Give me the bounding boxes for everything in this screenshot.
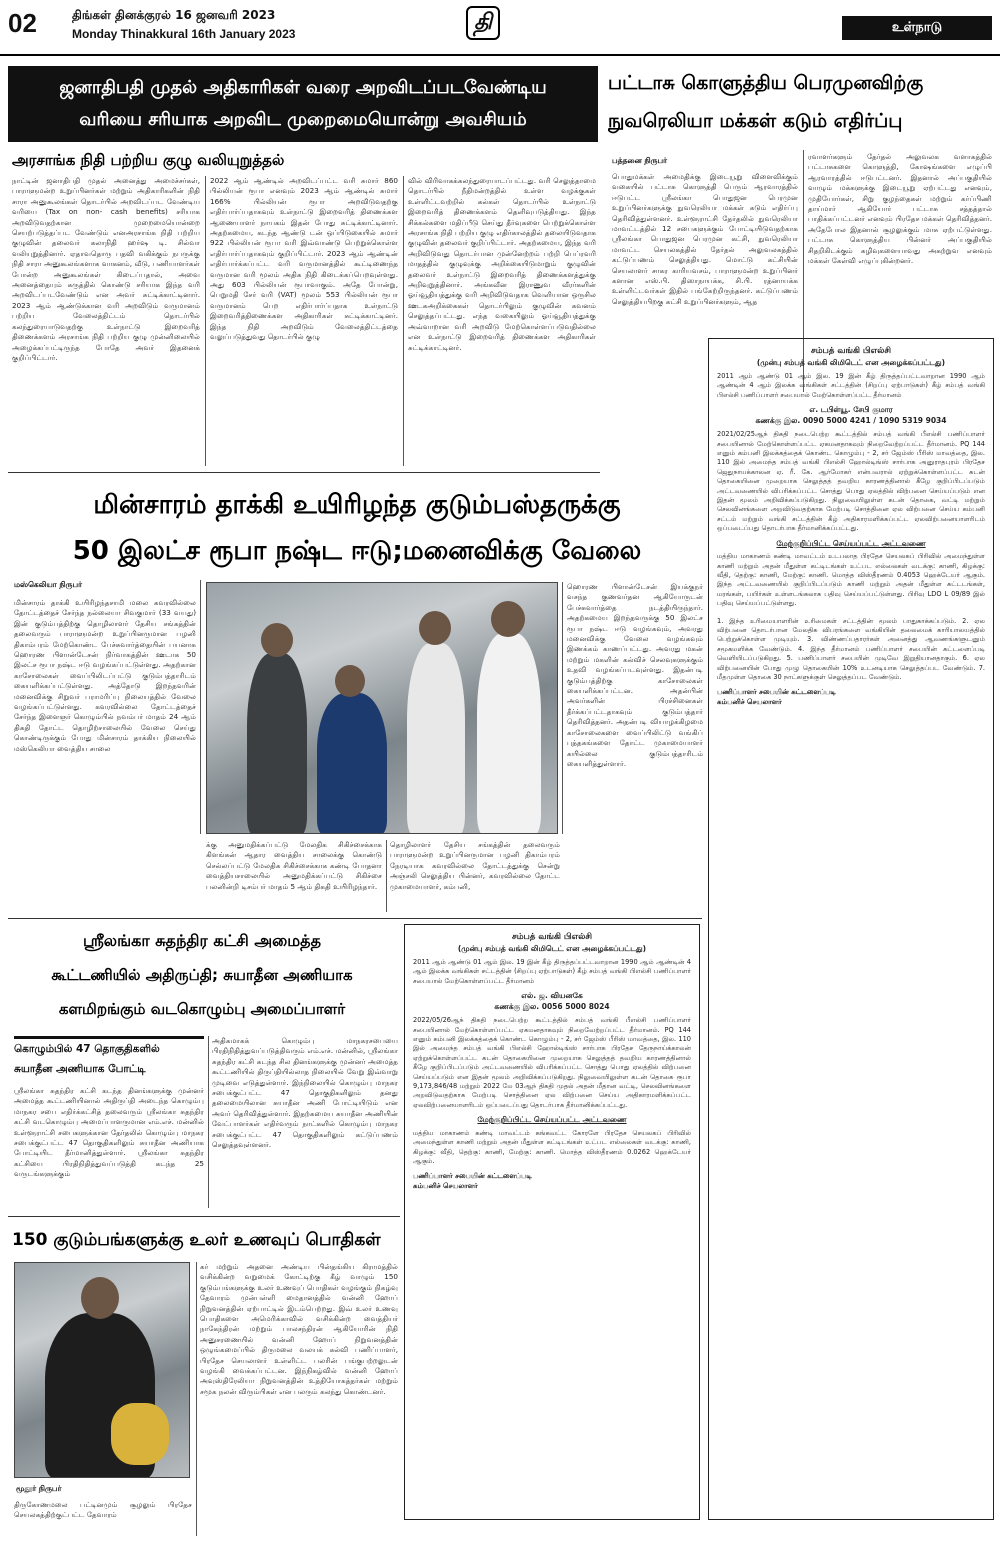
masthead-date-tamil: திங்கள் தினக்குரல் 16 ஜனவரி 2023	[72, 8, 276, 22]
article2-column-2: ரவாளர்களும் தேர்தல் அலுவலக வளாகத்தில் பட்டாசுகளை கொளுத்தி, கோஷங்களை எழுப்பி ஆரவாரத்தில் ஈடுபட்டனர். இதனால் அப்பகுதியில் வாழும் மக்களுக்கு இடையூறு ஏற்பட்டது எனவும், முதியோர்கள், சிறு குழந்தைகள் மற்றும் கர்ப்பிணி தாய்மார் ஆகியோர் பட்டாசு சத்தத்தால் பாதிக்கப்பட்டனர் எனவும் பிரதேச மக்கள் தெரிவித்தனர். அதேபோல இதனால் சூழலுக்கும் மாசு ஏற்பட்டுள்ளது. பட்டாசு கொளுத்திய பின்னர் அப்பகுதியில் சிதறிகிடக்கும் கழிவுகளையாவது அகற்றுவ எனவும் மக்கள் கேள்வி எழுப்புகின்றனர்.	[808, 152, 992, 266]
article3-column-3: தொழிலாளர் தேசிய சங்கத்தின் தலைவரும் பாராளுமன்ற உறுப்பினருமான பழனி திகாம்பரம் நேரடியாக கவரவில்லை தோட்டத்துக்கு சென்று அஞ்சலி செலுத்திய பின்னர், கவரவில்லை தோட்ட முகாமையாளர், கம்பனி,	[390, 840, 560, 891]
notice-bottom-schedule-head: மேற்குறிப்பிட்ட செய்யப்பட்ட அட்டவணை	[477, 1115, 627, 1125]
photo-person-head	[419, 611, 451, 645]
article4-column-2: அதிகமாகக் கொழும்பு மாநகரசபையை பிரதிநிதித்துவப்படுத்திவரும் எம்.எச். மன்னில், ஸ்ரீலங்கா சுதந்திர கட்சி கடந்த சில தினங்களுக்கு முன்னர் அமைத்த கூட்டணியில் திருப்தியில்லாத நிலையில் வேறு இவ்வாறு முடிவை எடுத்துள்ளார். இந்நிலையில் கொழும்பு மாநகர சபைக்குட்பட்ட 47 தொகுதிகளிலும் தனது தலைமையிலான சுயாதீன அணி போட்டியிடும் என அவர் தெரிவித்துள்ளார். இதற்கமைய சுயாதீன அணியின் வேட்பாளர்கள் எதிர்வரும் நாட்களில் கொழும்பு மாநகர சபைக்குட்பட்ட 47 தொகுதிகளிலும் கட்டுப்பணம் செலுத்தவுள்ளனர்.	[212, 1036, 398, 1150]
photo-person-head	[81, 1277, 119, 1319]
notice-bottom-name: எல். ஜ. வியனகே	[521, 991, 583, 1001]
article2-column-1: பொதுமக்கள் அமைதிக்கு இடையூறு விளைவிக்கும் வகையில் பட்டாசு கொளுத்தி பெரும் ஆரவாரத்தில் ஈடுபட்ட ஸ்ரீலங்கா பொதுஜன பெரமுன உறுப்பினர்களுக்கு நுவரெலியா மக்கள் கடும் எதிர்ப்பு தெரிவித்துள்ளனர். உள்ளூராட்சி தேர்தலில் நுவரெலியா மாவட்டத்தில் 12 சபைகளுக்கும் போட்டியிடுவதற்காக ஸ்ரீலங்கா பொதுஜன பெரமுன கட்சி, நுவரெலியா மாவட்ட செயலகத்தில் தேர்தல் அலுவலகத்தில் கட்டுப்பணம் செலுத்தியது. மொட்டு கட்சியின் செயலாளர் சாகர காரியவசம், பாராளுமன்ற உறுப்பினர் களான எஸ்.பி. திஸாநாயக்க, சி.பி. ரத்னாயக்க உள்ளிட்டவர்கள் இதில் பங்கேற்றிருந்தனர். கட்டுப்பணம் செலுத்தியபிறகு கட்சி உறுப்பினர்களும், ஆத	[612, 172, 798, 306]
article2-headline	[608, 64, 992, 146]
notice-bottom-schedule: மத்திய மாகாணம் கண்டி மாவட்டம் கங்கவட்ட கோரளே பிரதேச செயலகப் பிரிவில் அமைந்துள்ள காணி மற்றும் அதன் மீதுள்ள கட்டிடங்கள் உட்பட எல்லைகள் வடக்கு: காணி, கிழக்கு: வீதி, தெற்கு: காணி, மேற்கு: காணி. மொத்த விஸ்தீரணம் 0.0262 ஹெக்டேயர் ஆகும்.	[413, 1128, 691, 1165]
notice-top-body: 2021/02/25ஆந் திகதி நடைபெற்ற கூட்டத்தில் சம்பத் வங்கி பீஎல்சி பணிப்பாளர் சபையினால் மேற்கொள்ளப்பட்ட ஏகமனதாகவும் நிறைவேற்றப்பட்ட தீர்மானம். PQ 144 எனும் கம்பனி இலக்கத்தைக் கொண்ட கொழும்பு - 2, சர் ஜேம்ஸ் பீரிஸ் மாவத்தை, இல. 110 இல் அமைந்த சம்பத் வங்கி பிஎல்சி ஹோல்டிங்ஸ் சார்பாக அனுராதபுரம் பிரதேச ஜெதுநாயக்காலன ஏ. ரீ. கே. ஆர்மோகர் என்பவரால் ஏற்றுக்கொள்ளப்பட்ட கடன் தொகையினை முறையாக செலுத்தத் தவறிய காரணத்தினால் கீழே குறிப்பிடப்படும் அட்டவணையில் விபரிக்கப்பட்ட சொத்து பொது ஏலத்தில் விற்பனை செய்யப்படும் என இதன் மூலம் அறிவிக்கப்படுகிறது. நிலுவையிலுள்ள கடன் தொகை, வட்டி மற்றும் செலவினங்களை அறவிடுவதற்காக மேற்படி சொத்தினை ஏல விற்பனை செய்ய கம்பனி சட்டம் மற்றும் வங்கி சட்டத்தின் கீழ் அதிகாரமளிக்கப்பட்ட ஏலவிற்பனையாளரிடம் ஒப்படைப்பது தொடர்பாக தீர்மானிக்கப்பட்டது.	[717, 430, 985, 533]
notice-bottom-intro: 2011 ஆம் ஆண்டு 01 ஆம் இல. 19 இன் கீழ் திருத்தப்பட்டவாறான 1990 ஆம் ஆண்டின் 4 ஆம் இலக்க வங்கிகள் சட்டத்தின் (சிறப்பு ஏற்பாடுகள்) கீழ் சம்பத் வங்கி பிஎல்சி பணிப்பாளர் சபையால் மேற்கொள்ளப்பட்ட தீர்மானம்	[413, 958, 691, 985]
article2-headline-line2: நுவரெலியா மக்கள் கடும் எதிர்ப்பு	[608, 110, 903, 132]
photo-person-head	[491, 601, 525, 637]
article1-headline-line1: ஜனாதிபதி முதல் அதிகாரிகள் வரை அறவிடப்படவேண்டிய	[59, 77, 547, 98]
notice-bottom-account: கணக்கு இல. 0056 5000 8024	[494, 1002, 610, 1012]
article4-subhead-line2: சுயாதீன அணியாக போட்டி	[14, 1063, 146, 1075]
article4-headline-line1: ஸ்ரீலங்கா சுதந்திர கட்சி அமைத்த	[82, 931, 322, 950]
photo-person	[477, 633, 541, 834]
notice-top-title: சம்பத் வங்கி பிஎல்சி	[811, 346, 891, 356]
notice-top-intro: 2011 ஆம் ஆண்டு 01 ஆம் இல. 19 இன் கீழ் திருத்தப்பட்டவாறான 1990 ஆம் ஆண்டின் 4 ஆம் இலக்க வங்கிகள் சட்டத்தின் (சிறப்பு ஏற்பாடுகள்) கீழ் சம்பத் வங்கி பிஎல்சி பணிப்பாளர் சபையால் மேற்கொள்ளப்பட்ட தீர்மானம்	[717, 372, 985, 399]
masthead-date-english: Monday Thinakkural 16th January 2023	[72, 27, 296, 41]
bank-notice-bottom	[404, 924, 700, 1520]
article4-column-1: ஸ்ரீலங்கா சுதந்திர கட்சி கடந்த தினங்களுக்கு முன்னர் அமைத்த கூட்டணியினால் அதிருப்தி அடைந்த கொழும்பு மாநகர சபை எதிர்க்கட்சித் தலைவரும் ஸ்ரீலங்கா சுதந்திர கட்சி வடகொழும்பு அமைப்பாளருமான எம்.எச். மன்னில் உள்ளூராட்சி சபைகளுக்கான தேர்தலில் கொழும்பு மாநகர சபைக்குட்பட்ட 47 தொகுதிகளிலும் சுயாதீன அணியாக போட்டியிட தீர்மானித்துள்ளார். ஸ்ரீலங்கா சுதந்திர கட்சியை பிரதிநிதித்துவப்படுத்தி கடந்த 25 வருடங்களுக்கும்	[14, 1086, 204, 1179]
article5-byline: மூதூர் நிருபர்	[16, 1484, 62, 1493]
photo-person-head	[261, 623, 293, 657]
notice-bottom-footer-1: பணிப்பாளர் சபையின் கட்டளைப்படி	[413, 1172, 532, 1181]
photo-person	[317, 693, 387, 834]
article1-subhead: அரசாங்க நிதி பற்றிய குழு வலியுறுத்தல்	[12, 151, 285, 169]
article3-column-4: ஹொரண பிளான்டேசன் இயக்குநர் வசந்த குணவர்தன ஆகியோருடன் பேச்சுவார்த்தை நடத்தியிருந்தார். அதற்கமைய இறந்தவருக்கு 50 இலட்ச ரூபா நஷ்ட ஈடு வழங்கவும், அவரது மனைவிக்கு வேலை வழங்கவும் இணக்கம் காணப்பட்டது. அவரது மகன் மற்றும் மகளின் கல்விச் செலவுகளுக்கும் உதவி வழங்கப்படவுள்ளது. இதன்படி குடும்பத்திற்கு காசோலைகள் கையளிக்கப்பட்டன. அதன்பின் அவர்களின் பிரச்சினைகள் தீர்க்கப்பட்டதாகவும் குடும்பத்தார் தெரிவித்தனர். அதன்படி வியாழக்கிழமை காசோலைகளை வைப்பிலிட்டு வங்கிப் புத்தகங்களை தோட்ட முகாமையாளர் கயில்லை குடும்பத்தாரிடம் கையளித்துள்ளார்.	[567, 582, 703, 768]
article1-column-3: வில் விரிவாகக்கலந்துரையாடப்பட்டது. வரி செலுத்தாமை தொடர்பில் நீதிமன்றத்தில் உள்ள வழக்குகள் உள்ளிட்டவற்றில் கல்கள் தொடர்பில் உள்நாட்டு இறைவரித் திணைக்களம் தெளிவுபடுத்தியது. இந்த சிக்கல்களை மதிப்பீடு செய்து தீர்வுகளை பெற்றுக்கொள்ள அரசாங்க நிதி பற்றிய குழு எதிர்காலத்தில் தலையிடுவதாக குழுவின் தலைவர் குறிப்பிட்டார். அதற்கமைய, இந்த வரி அறிவிடுவது தொடர்பான முன்னேற்றம் பற்றி பெப்ரவரி மாதத்தில் குழுவுக்கு அறிக்கையிடுமாறும் குழுவின் தலைவர் உள்நாட்டு இறைவரித் திணைக்களத்துக்கு அறிவுறுத்தினார். அங்கவீன இராணுவ வீரர்களின் ஓய்வூதியத்துக்கு வரி அறிவிடுவதாக வெளியான ஒருசில ஊடகஅறிக்கைகள் தொடர்பிலும் குழுவின் கவனம் செலுத்தப்பட்டது. எந்த வகையிலும் ஓய்வூதியத்துக்கு அவ்வாறான வரி அறவிடு மேற்கொள்ளப்படுவதில்லை என உள்நாட்டு இறைவரித் திணைக்கள அதிகாரிகள் சுட்டிக்காட்டினர்.	[408, 176, 596, 352]
notice-bottom-body: 2022/05/26ஆந் திகதி நடைபெற்ற கூட்டத்தில் சம்பத் வங்கி பீஎல்சி பணிப்பாளர் சபையினால் மேற்கொள்ளப்பட்ட ஏகமனதாகவும் நிறைவேற்றப்பட்ட தீர்மானம். PQ 144 எனும் கம்பனி இலக்கத்தைக் கொண்ட கொழும்பு - 2, சர் ஜேம்ஸ் பீரிஸ் மாவத்தை, இல. 110 இல் அமைந்த சம்பத் வங்கி பிஎல்சி ஹோல்டிங்ஸ் சார்பாக பிரதேச தேருநாய்க்காலன் ஏற்றுக்கொள்ளப்பட்ட கடன் தொகையினை முறையாக செலுத்தத் தவறிய காரணத்தினால் கீழே குறிப்பிடப்படும் அட்டவணையில் விபரிக்கப்பட்ட சொத்து பொது ஏலத்தில் விற்பனை செய்யப்படும் என இதன் மூலம் அறிவிக்கப்படுகிறது. நிலுவையிலுள்ள கடன் தொகை ரூபா 9,173,846/48 மற்றும் 2022 மே 03ஆந் திகதி முதல் அதன் மீதான வட்டி, செலவினங்களை அறவிடுவதற்காக மேற்படி சொத்தினை ஏல விற்பனை செய்ய அதிகாரமளிக்கப்பட்ட ஏலவிற்பனையாளரிடம் ஒப்படைப்பது தொடர்பாக தீர்மானிக்கப்பட்டது.	[413, 1016, 691, 1109]
photo-person	[407, 643, 465, 834]
article4-headline-line2: கூட்டணியில் அதிருப்தி; சுயாதீன அணியாக	[51, 966, 353, 984]
section-tag: உள்நாடு	[842, 16, 992, 40]
article5-column-1: திருகோணமலை பட்டினமும் சூழலும் பிரதேச செயலகத்திற்குட்பட்ட தேவாரம்	[14, 1500, 192, 1520]
article4-subhead	[14, 1036, 204, 1080]
page-number: 02	[8, 8, 37, 38]
notice-top-schedule-head: மேற்குறிப்பிட்ட செய்யப்பட்ட அட்டவணை	[776, 538, 926, 548]
article5-column-2: கர் மற்றும் அதனை அண்டிய பின்தங்கிய கிராமத்தில் வசிக்கின்ற வறுமைக் கோட்டிற்கு கீழ் வாழும் 150 குடும்பங்களுக்கு உலர் உணவுப் பொதிகள் வழங்கும் நிகழ்வு தேவாரம் முன்பள்ளி மைதானத்தில் வன்னி ஹோப் நிறுவனத்தின் ஏற்பாட்டில் இடம்பெற்றது. இவ் உலர் உணவு பொதிகளை அமெரிக்காவில் வசிக்கின்ற வைத்தியர் நாகேந்திரன் மற்றும் பாலசந்திரன் ஆகியோரின் நிதி அனுசரணையில் வன்னி ஹோப் நிறுவனத்தின் ஒழுங்கமைப்பில் திருமலை வலயக் கல்வி பணிப்பாளர், பிரதேச செயலாளர் உள்ளிட்ட பலரின் பங்குபற்றலுடன் வழங்கி வைக்கப்பட்டன. இந்நிகழ்வில் வன்னி ஹோப் அவுஸ்திரேலியா நிறுவனத்தின் உத்தியோகத்தர்கள் மற்றும் சமூக நலன் விரும்பிகள் என பலரும் கலந்து கொண்டனர்.	[200, 1262, 398, 1396]
article4-subhead-line1: கொழும்பில் 47 தொகுதிகளில்	[14, 1043, 160, 1055]
notice-bottom-title: சம்பத் வங்கி பிஎல்சி	[512, 932, 592, 942]
notice-bottom-subtitle: (முன்பு சம்பத் வங்கி லிமிடெட் என அழைக்கப்பட்டது)	[457, 944, 647, 953]
article4-headline	[12, 924, 392, 1030]
article1-column-1: நாட்டின் ஜனாதிபதி முதல் அனைத்து அமைச்சர்கள், பாராளுமன்ற உறுப்பினர்கள் மற்றும் அதிகாரிகளின் நிதி சாரா அனுகூலங்கள் தொடர்பில் அறவிடப்பட வேண்டிய வரியை (Tax on non- cash benefits) சரியாக அறவிடுவதற்கான முறைமையொன்றை செயற்படுத்தப்பட வேண்டும் எனஅரசாங்க நிதி பற்றிய குழுவின் தலைவர் கலாநிதி ஹர்ஷ டி. சில்வா வலியுறுத்தினார். ஏதாவதொரு பதவி வகிக்கும் நபருக்கு நிதி சாரா அனுகூலங்களாக வாகனம், வீடு, பணியாளர்கள் போன்ற அனுகூலங்கள் கிடைப்பதால், அவை அனைத்தையும் கருத்தில் கொண்டு சரியாக இந்த வரி அறவிடப்படவேண்டும் என அவர் சுட்டிக்காட்டினார். 2023 ஆம் ஆண்டுக்கான வரி அறவிடும் வருமானம் பற்றிய வேலைத்திட்டம் தொடர்பில் கலந்துரையாடுவதற்கு உள்நாட்டு இறைவரித் திணைக்களம் அரசாங்க நிதி பற்றிய குழு முன்னிலையில் அழைக்கப்பட்டிருந்த போதே அவர் இதனைக் குறிப்பிட்டார்.	[12, 176, 200, 362]
article4-headline-line3: களமிறங்கும் வடகொழும்பு அமைப்பாளர்	[58, 1000, 346, 1018]
article5-photo	[14, 1262, 190, 1478]
notice-top-schedule: மத்திய மாகாணம் கண்டி மாவட்டம் உடபலாத பிரதேச செயலகப் பிரிவில் அமைந்துள்ள காணி மற்றும் அதன் மீதுள்ள கட்டிடங்கள் உட்பட எல்லைகள் வடக்கு: காணி, கிழக்கு: வீதி, தெற்கு: காணி, மேற்கு: காணி. மொத்த விஸ்தீரணம் 0.4053 ஹெக்டேயர் ஆகும். இந்த அட்டவணையில் குறிப்பிடப்படும் காணி மற்றும் அதன் மீதுள்ள கட்டடங்கள், மரங்கள், பயிர்கள் உள்ளடங்கலாக பதிவு செய்யப்பட்டுள்ளது. பிரிவு LDO L 09/89 இல் பதிவு செய்யப்பட்டுள்ளது.	[717, 552, 985, 608]
notice-top-account: கணக்கு இல. 0090 5000 4241 / 1090 5319 9034	[755, 416, 947, 426]
article3-headline-line2: 50 இலட்ச ரூபா நஷ்ட ஈடு;மனைவிக்கு வேலை	[72, 536, 642, 566]
newspaper-logo: தி	[466, 6, 500, 40]
article1-headline-line2: வரியை சரியாக அறவிட முறைமையொன்று அவசியம்	[79, 109, 527, 130]
article2-headline-line1: பட்டாசு கொளுத்திய பெரமுனவிற்கு	[608, 72, 924, 94]
masthead	[0, 0, 1000, 56]
article3-column-1: மின்சாரம் தாக்கி உயிரிழந்தசாமி மலை கவரவில்லை தோட்டத்தைச் சேர்ந்த நல்லையா சிவகுமார் (33 வயது) இன் குடும்பத்திற்கு தொழிலாளர் தேசிய சங்கத்தின் தலைவரும் பாராளுமன்ற உறுப்பினருமான பழனி திகாம்பரம் மேற்கொண்ட பேச்சுவார்த்தையின் பயனாக ஹொரண பிளான்டேசன் நிர்வாகத்தின் ஊடாக 50 இலட்ச ரூபா நஷ்ட ஈடு வழங்கப்பட்டுள்ளது. அதற்கான காசோலைகள் வைப்பிலிடப்பட்டு குடும்பத்தாரிடம் கையளிக்கப்பட்டுள்ளது. அத்தோடு இறந்தவரின் மனைவிக்கு சிறுவர் பராமரிப்பு நிலையத்தில் வேலை வழங்கப்பட்டுள்ளது. கவரவில்லை தோட்டத்தைச் சேர்ந்த இளைஞர் கொழும்பில் நவம்பர் மாதம் 24 ஆம் திகதி தோட்ட தொழிற்சாலையில் வேலை செய்து கொண்டிருக்கும் போது மின்சாரம் தாக்கிய நிலையில் மஸ்கெலியா வைத்திய சாலை	[14, 598, 196, 753]
notice-bottom-footer-2: கம்பனிச் செயலாளர்	[413, 1181, 478, 1190]
notice-top-subtitle: (முன்பு சம்பத் வங்கி லிமிடெட் என அழைக்கப்பட்டது)	[756, 358, 946, 367]
notice-top-footer-2: கம்பனிச் செயலாளர்	[717, 697, 782, 706]
article1-headline	[8, 66, 598, 142]
notice-top-footer-1: பணிப்பாளர் சபையின் கட்டளைப்படி	[717, 688, 836, 697]
photo-person	[247, 653, 307, 834]
article3-headline-line1: மின்சாரம் தாக்கி உயிரிழந்த குடும்பஸ்தருக்கு	[93, 490, 621, 520]
article2-byline: பத்தனை நிருபர்	[612, 156, 667, 165]
food-package	[111, 1403, 169, 1465]
bank-notice-top	[708, 338, 994, 1520]
photo-person-head	[335, 665, 365, 697]
article3-byline: மஸ்கெலியா நிருபர்	[14, 580, 82, 589]
notice-top-conditions: 1. இந்த உரிமையாளரின் உரிமைகள் சட்டத்தின் மூலம் பாதுகாக்கப்படும். 2. ஏல விற்பனை தொடர்பான மேலதிக விபரங்களை வங்கியின் தலைமைக் காரியாலயத்தில் பெற்றுக்கொள்ள முடியும். 3. விண்ணப்பதாரர்கள் அனைத்து ஆவணங்களுடனும் சமூகமளிக்க வேண்டும். 4. இந்த தீர்மானம் பணிப்பாளர் சபையின் கட்டளைப்படி வெளியிடப்படுகிறது. 5. பணிப்பாளர் சபையின் முடிவே இறுதியானதாகும். 6. ஏல விற்பனையின் போது முழு தொகையின் 10% உடனடியாக செலுத்தப்பட வேண்டும். 7. மீதமுள்ள தொகை 30 நாட்களுக்குள் செலுத்தப்பட வேண்டும்.	[717, 616, 985, 681]
article1-column-2: 2022 ஆம் ஆண்டில் அறவிடப்பட்ட வரி சுமார் 860 பில்லியன் ரூபா எனவும் 2023 ஆம் ஆண்டில் சுமார் 166% பில்லியன் ரூபா அறவிடுவதற்கு எதிர்பார்ப்பதாகவும் உள்நாட்டு இறைவரித் திணைக்கள ஆணையாளர் நாயகம் இதன் போது சுட்டிக்காட்டினார். அதற்கமைய, கடந்த ஆண்டு டன் ஒப்பிடுகையில் சுமார் 922 பில்லியன் ரூபா வரி இவ்வாண்டு பெற்றுக்கொள்ள எதிர்பார்ப்பதாகவும் குறிப்பிட்டார். 2023 ஆம் ஆண்டின் எதிர்பார்க்கப்பட்ட வரி வருமானத்தில் கூட்டிணைந்த வருமான வரி மூலம் அதிக நிதி கிடைக்கப்பெறவுள்ளது. அது 603 பில்லியன் ரூபாவாகும். அதே போன்று, பெறுமதி சேர் வரி (VAT) மூலம் 553 பில்லியன் ரூபா வருமானம் பெற எதிர்பார்ப்பதாக உள்நாட்டு இறைவரித்திணைக்கள அதிகாரிகள் சுட்டிக்காட்டினர். இந்த நிதி அறவிடும் வேலைத்திட்டத்தை வலுப்படுத்துவது தொடர்பில் குழு	[210, 176, 398, 342]
article3-photo	[206, 582, 558, 834]
article3-headline	[12, 482, 702, 574]
article3-column-2: க்கு அனுமதிக்கப்பட்டு மேலதிக சிகிச்சைக்காக கிளங்கன் ஆதார வைத்திய சாலைக்கு கொண்டு செல்லப்பட்டு மேலதிக சிகிச்சைக்காக கண்டி போதனா வைத்தியசாலையில் அனுமதிக்கப்பட்டு சிகிச்சை பலனின்றி டிசம்பர் மாதம் 5 ஆம் திகதி உயிரிழந்தார்.	[206, 840, 382, 891]
notice-top-name: எ. டபிள்யூ. சேபி குமார	[809, 405, 893, 415]
article5-headline: 150 குடும்பங்களுக்கு உலர் உணவுப் பொதிகள்	[12, 1230, 381, 1250]
